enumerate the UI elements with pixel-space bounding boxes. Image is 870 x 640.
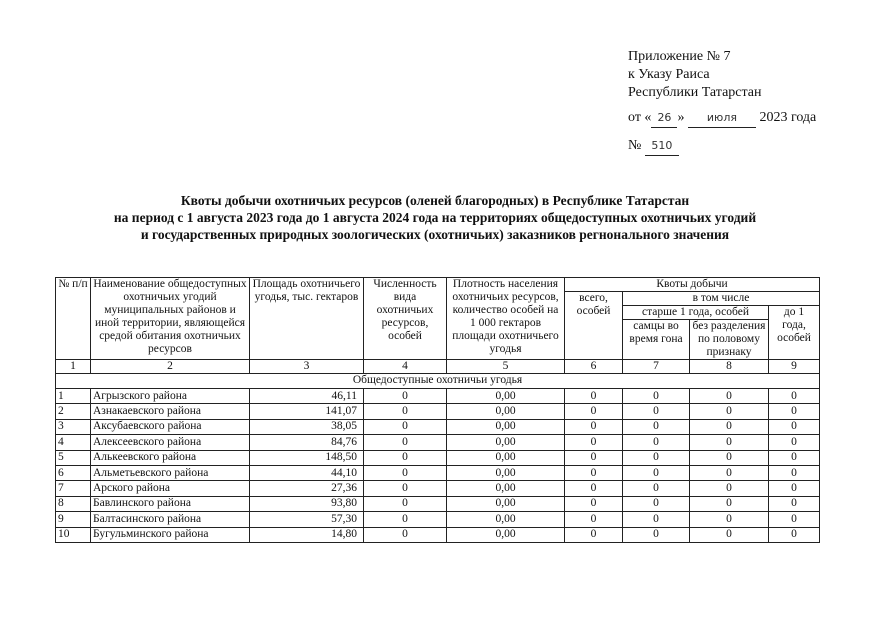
young-quota: 0 — [769, 496, 820, 511]
col-number: 6 — [565, 360, 623, 374]
males-quota: 0 — [623, 527, 690, 542]
annex-line-1: Приложение № 7 — [628, 49, 731, 64]
col-number: 8 — [690, 360, 769, 374]
col-number: 5 — [447, 360, 565, 374]
males-quota: 0 — [623, 450, 690, 465]
annex-block — [628, 48, 816, 156]
title-line-2: на период с 1 августа 2023 года до 1 августа 2024 года на территориях общедоступных охотничьих угодий — [113, 210, 757, 225]
young-quota: 0 — [769, 465, 820, 480]
density-value: 0,00 — [447, 450, 565, 465]
population-value: 0 — [364, 496, 447, 511]
area-value: 27,36 — [250, 481, 364, 496]
area-name: Бугульминского района — [91, 527, 250, 542]
annex-date — [628, 109, 816, 128]
area-value: 57,30 — [250, 512, 364, 527]
col-number: 7 — [623, 360, 690, 374]
total-quota: 0 — [565, 435, 623, 450]
row-number: 1 — [56, 389, 91, 404]
table-row — [56, 404, 820, 419]
table-row — [56, 465, 820, 480]
header-num: № п/п — [56, 278, 91, 360]
density-value: 0,00 — [447, 389, 565, 404]
row-number: 4 — [56, 435, 91, 450]
total-quota: 0 — [565, 496, 623, 511]
nosex-quota: 0 — [690, 496, 769, 511]
title-line-3: и государственных природных зоологических (охотничьих) заказников регнонального значения — [140, 227, 730, 242]
number-value: 510 — [645, 137, 679, 156]
total-quota: 0 — [565, 404, 623, 419]
population-value: 0 — [364, 450, 447, 465]
table-row — [56, 450, 820, 465]
males-quota: 0 — [623, 496, 690, 511]
table-body — [56, 389, 820, 543]
area-value: 44,10 — [250, 465, 364, 480]
area-value: 141,07 — [250, 404, 364, 419]
young-quota: 0 — [769, 419, 820, 434]
header-quotas: Квоты добычи — [565, 278, 820, 292]
area-name: Аксубаевского района — [91, 419, 250, 434]
total-quota: 0 — [565, 419, 623, 434]
row-number: 8 — [56, 496, 91, 511]
males-quota: 0 — [623, 465, 690, 480]
col-number: 9 — [769, 360, 820, 374]
area-name: Балтасинского района — [91, 512, 250, 527]
males-quota: 0 — [623, 435, 690, 450]
total-quota: 0 — [565, 527, 623, 542]
area-value: 38,05 — [250, 419, 364, 434]
area-name: Алексеевского района — [91, 435, 250, 450]
young-quota: 0 — [769, 404, 820, 419]
col-number: 1 — [56, 360, 91, 374]
area-value: 93,80 — [250, 496, 364, 511]
density-value: 0,00 — [447, 527, 565, 542]
population-value: 0 — [364, 512, 447, 527]
total-quota: 0 — [565, 481, 623, 496]
nosex-quota: 0 — [690, 481, 769, 496]
area-name: Азнакаевского района — [91, 404, 250, 419]
area-name: Алькеевского района — [91, 450, 250, 465]
total-quota: 0 — [565, 512, 623, 527]
density-value: 0,00 — [447, 404, 565, 419]
table-row — [56, 435, 820, 450]
density-value: 0,00 — [447, 465, 565, 480]
annex-line-3: Республики Татарстан — [628, 85, 762, 100]
row-number: 5 — [56, 450, 91, 465]
area-value: 14,80 — [250, 527, 364, 542]
header-total: всего, особей — [565, 292, 623, 360]
males-quota: 0 — [623, 389, 690, 404]
population-value: 0 — [364, 435, 447, 450]
annex-line-2: к Указу Раиса — [628, 67, 710, 82]
number-prefix: № — [628, 138, 642, 153]
nosex-quota: 0 — [690, 527, 769, 542]
population-value: 0 — [364, 527, 447, 542]
col-number: 3 — [250, 360, 364, 374]
header-density: Плотность населения охотничьих ресурсов, количество особей на 1 000 гектаров площади охотничьего угодья — [447, 278, 565, 360]
area-value: 46,11 — [250, 389, 364, 404]
header-males: самцы во время гона — [623, 320, 690, 360]
row-number: 2 — [56, 404, 91, 419]
density-value: 0,00 — [447, 435, 565, 450]
young-quota: 0 — [769, 481, 820, 496]
young-quota: 0 — [769, 435, 820, 450]
population-value: 0 — [364, 419, 447, 434]
nosex-quota: 0 — [690, 450, 769, 465]
area-name: Бавлинского района — [91, 496, 250, 511]
nosex-quota: 0 — [690, 512, 769, 527]
nosex-quota: 0 — [690, 465, 769, 480]
total-quota: 0 — [565, 450, 623, 465]
density-value: 0,00 — [447, 496, 565, 511]
total-quota: 0 — [565, 465, 623, 480]
date-day: 26 — [651, 109, 677, 128]
row-number: 7 — [56, 481, 91, 496]
table-row — [56, 527, 820, 542]
area-value: 84,76 — [250, 435, 364, 450]
table-row — [56, 481, 820, 496]
area-value: 148,50 — [250, 450, 364, 465]
header-nosex: без разделения по половому признаку — [690, 320, 769, 360]
males-quota: 0 — [623, 404, 690, 419]
row-number: 10 — [56, 527, 91, 542]
row-number: 3 — [56, 419, 91, 434]
table-row — [56, 496, 820, 511]
row-number: 6 — [56, 465, 91, 480]
header-population: Численность вида охотничьих ресурсов, особей — [364, 278, 447, 360]
header-older: старше 1 года, особей — [623, 306, 769, 320]
young-quota: 0 — [769, 389, 820, 404]
date-mid: » — [677, 110, 685, 125]
annex-number — [628, 137, 816, 156]
young-quota: 0 — [769, 527, 820, 542]
header-young: до 1 года, особей — [769, 306, 820, 360]
section-title: Общедоступные охотничьи угодья — [56, 374, 820, 389]
population-value: 0 — [364, 389, 447, 404]
section-row — [56, 374, 820, 389]
nosex-quota: 0 — [690, 435, 769, 450]
header-including: в том числе — [623, 292, 820, 306]
males-quota: 0 — [623, 481, 690, 496]
col-number: 2 — [91, 360, 250, 374]
population-value: 0 — [364, 481, 447, 496]
total-quota: 0 — [565, 389, 623, 404]
quota-table — [55, 277, 820, 543]
density-value: 0,00 — [447, 419, 565, 434]
density-value: 0,00 — [447, 512, 565, 527]
nosex-quota: 0 — [690, 419, 769, 434]
document-title — [0, 192, 870, 243]
col-number: 4 — [364, 360, 447, 374]
date-year: 2023 года — [759, 110, 817, 125]
date-prefix: от « — [628, 110, 652, 125]
area-name: Альметьевского района — [91, 465, 250, 480]
area-name: Агрызского района — [91, 389, 250, 404]
table-row — [56, 389, 820, 404]
area-name: Арского района — [91, 481, 250, 496]
table-row — [56, 512, 820, 527]
nosex-quota: 0 — [690, 389, 769, 404]
population-value: 0 — [364, 404, 447, 419]
header-name: Наименование общедоступных охотничьих угодий муниципальных районов и иной территории, являющейся средой обитания охотничьих ресурсов — [91, 278, 250, 360]
young-quota: 0 — [769, 450, 820, 465]
young-quota: 0 — [769, 512, 820, 527]
males-quota: 0 — [623, 512, 690, 527]
column-numbers-row — [56, 360, 820, 374]
date-month: июля — [688, 109, 756, 128]
density-value: 0,00 — [447, 481, 565, 496]
title-line-1: Квоты добычи охотничьих ресурсов (оленей благородных) в Республике Татарстан — [180, 193, 690, 208]
nosex-quota: 0 — [690, 404, 769, 419]
row-number: 9 — [56, 512, 91, 527]
population-value: 0 — [364, 465, 447, 480]
males-quota: 0 — [623, 419, 690, 434]
table-row — [56, 419, 820, 434]
header-area: Площадь охотничьего угодья, тыс. гектаров — [250, 278, 364, 360]
